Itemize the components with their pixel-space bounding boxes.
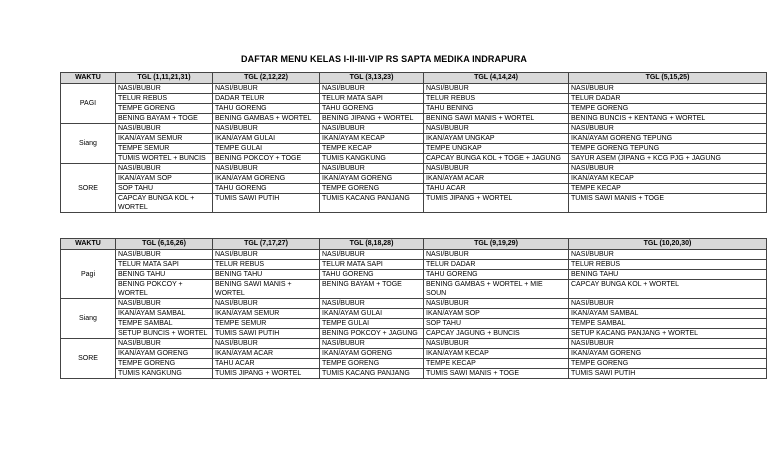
menu-cell: TEMPE GULAI [320,319,424,329]
menu-cell: NASI/BUBUR [116,339,213,349]
menu-cell: NASI/BUBUR [213,164,320,174]
menu-cell: TUMIS SAWI PUTIH [213,329,320,339]
menu-cell: NASI/BUBUR [116,84,213,94]
menu-cell: TELUR MATA SAPI [116,260,213,270]
menu-cell: SOP TAHU [424,319,569,329]
menu-cell: TUMIS SAWI PUTIH [213,194,320,213]
menu-cell: TEMPE GORENG [320,184,424,194]
table-row [61,194,767,213]
menu-cell: IKAN/AYAM GORENG [320,349,424,359]
menu-cell: NASI/BUBUR [569,164,767,174]
menu-cell: TAHU GORENG [213,184,320,194]
menu-cell: IKAN/AYAM KECAP [424,349,569,359]
menu-cell: IKAN/AYAM GULAI [213,134,320,144]
menu-cell: NASI/BUBUR [116,164,213,174]
menu-cell: TEMPE GORENG [320,359,424,369]
menu-cell: CAPCAY JAGUNG + BUNCIS [424,329,569,339]
menu-cell: TUMIS SAWI MANIS + TOGE [569,194,767,213]
menu-cell: TUMIS JIPANG + WORTEL [424,194,569,213]
column-header-date: TGL (1,11,21,31) [116,73,213,84]
table-row [61,329,767,339]
menu-cell: TELUR REBUS [213,260,320,270]
menu-cell: NASI/BUBUR [116,299,213,309]
menu-cell: TELUR REBUS [424,94,569,104]
menu-cell: TELUR DADAR [569,94,767,104]
waktu-cell: Siang [61,124,116,164]
menu-cell: TEMPE SAMBAL [569,319,767,329]
table-row [61,270,767,280]
menu-cell: NASI/BUBUR [569,339,767,349]
table-row [61,250,767,260]
menu-cell: BENING SAWI MANIS + WORTEL [424,114,569,124]
menu-cell: NASI/BUBUR [569,84,767,94]
menu-cell: TEMPE GORENG TEPUNG [569,144,767,154]
menu-cell: NASI/BUBUR [213,250,320,260]
table-row [61,359,767,369]
table-row [61,369,767,379]
menu-cell: TUMIS KANGKUNG [116,369,213,379]
menu-cell: BENING TAHU [116,270,213,280]
menu-cell: NASI/BUBUR [569,250,767,260]
menu-cell: IKAN/AYAM SEMUR [116,134,213,144]
menu-cell: TAHU GORENG [424,270,569,280]
table-row [61,114,767,124]
menu-cell: TEMPE SEMUR [213,319,320,329]
page-title: DAFTAR MENU KELAS I-II-III-VIP RS SAPTA MEDIKA INDRAPURA [241,54,527,64]
menu-cell: IKAN/AYAM SOP [116,174,213,184]
menu-cell: TEMPE KECAP [320,144,424,154]
waktu-cell: Pagi [61,250,116,299]
menu-cell: IKAN/AYAM GORENG [569,349,767,359]
menu-cell: TAHU GORENG [320,104,424,114]
menu-cell: IKAN/AYAM UNGKAP [424,134,569,144]
menu-cell: NASI/BUBUR [320,164,424,174]
menu-cell: IKAN/AYAM ACAR [424,174,569,184]
column-header-date: TGL (5,15,25) [569,73,767,84]
menu-cell: IKAN/AYAM SEMUR [213,309,320,319]
column-header-waktu: WAKTU [61,239,116,250]
header-row [61,239,767,250]
menu-cell: TEMPE KECAP [424,359,569,369]
column-header-date: TGL (4,14,24) [424,73,569,84]
menu-cell: NASI/BUBUR [213,124,320,134]
menu-table-1 [60,72,767,213]
menu-cell: SETUP KACANG PANJANG + WORTEL [569,329,767,339]
menu-cell: TEMPE UNGKAP [424,144,569,154]
menu-cell: TEMPE GORENG [116,359,213,369]
menu-cell: TUMIS JIPANG + WORTEL [213,369,320,379]
menu-cell: BENING JIPANG + WORTEL [320,114,424,124]
table-row [61,319,767,329]
menu-cell: TUMIS KACANG PANJANG [320,369,424,379]
menu-cell: NASI/BUBUR [424,124,569,134]
menu-cell: TUMIS SAWI MANIS + TOGE [424,369,569,379]
menu-cell: TEMPE GORENG [569,359,767,369]
menu-cell: TAHU ACAR [424,184,569,194]
menu-cell: NASI/BUBUR [320,299,424,309]
table-row [61,299,767,309]
menu-cell: TELUR REBUS [569,260,767,270]
menu-cell: IKAN/AYAM ACAR [213,349,320,359]
menu-cell: TELUR MATA SAPI [320,94,424,104]
table-row [61,134,767,144]
menu-cell: IKAN/AYAM KECAP [569,174,767,184]
menu-cell: NASI/BUBUR [424,250,569,260]
menu-cell: NASI/BUBUR [213,84,320,94]
menu-cell: TEMPE SAMBAL [116,319,213,329]
menu-cell: SAYUR ASEM (JIPANG + KCG PJG + JAGUNG [569,154,767,164]
column-header-date: TGL (7,17,27) [213,239,320,250]
table-row [61,164,767,174]
menu-cell: TELUR MATA SAPI [320,260,424,270]
table-row [61,339,767,349]
menu-table-2 [60,238,767,379]
menu-cell: TAHU GORENG [213,104,320,114]
table-row [61,184,767,194]
menu-cell: BENING BAYAM + TOGE [116,114,213,124]
menu-cell: NASI/BUBUR [320,124,424,134]
menu-cell: IKAN/AYAM GORENG [116,349,213,359]
menu-cell: TUMIS WORTEL + BUNCIS [116,154,213,164]
table-row [61,280,767,299]
menu-cell: DADAR TELUR [213,94,320,104]
menu-cell: BENING GAMBAS + WORTEL + MIE SOUN [424,280,569,299]
menu-cell: SOP TAHU [116,184,213,194]
menu-cell: IKAN/AYAM KECAP [320,134,424,144]
table-row [61,174,767,184]
table-row [61,94,767,104]
menu-cell: TEMPE SEMUR [116,144,213,154]
menu-cell: NASI/BUBUR [569,299,767,309]
table-row [61,144,767,154]
menu-cell: NASI/BUBUR [320,250,424,260]
table-row [61,309,767,319]
menu-cell: IKAN/AYAM GULAI [320,309,424,319]
menu-cell: TAHU BENING [424,104,569,114]
menu-cell: NASI/BUBUR [116,124,213,134]
menu-cell: BENING BAYAM + TOGE [320,280,424,299]
menu-cell: IKAN/AYAM SAMBAL [116,309,213,319]
menu-cell: NASI/BUBUR [116,250,213,260]
menu-cell: TEMPE GORENG [116,104,213,114]
menu-cell: NASI/BUBUR [320,84,424,94]
waktu-cell: SORE [61,164,116,213]
menu-cell: BENING POKCOY + JAGUNG [320,329,424,339]
menu-cell: NASI/BUBUR [213,299,320,309]
table-row [61,124,767,134]
menu-cell: NASI/BUBUR [213,339,320,349]
column-header-date: TGL (3,13,23) [320,73,424,84]
table-row [61,104,767,114]
menu-cell: BENING GAMBAS + WORTEL [213,114,320,124]
table-row [61,84,767,94]
menu-cell: BENING TAHU [213,270,320,280]
column-header-date: TGL (10,20,30) [569,239,767,250]
menu-cell: NASI/BUBUR [424,164,569,174]
table-row [61,260,767,270]
menu-cell: IKAN/AYAM GORENG [213,174,320,184]
menu-cell: IKAN/AYAM SOP [424,309,569,319]
menu-cell: TUMIS KANGKUNG [320,154,424,164]
menu-cell: TAHU GORENG [320,270,424,280]
menu-cell: IKAN/AYAM GORENG TEPUNG [569,134,767,144]
menu-cell: TUMIS KACANG PANJANG [320,194,424,213]
menu-cell: TELUR REBUS [116,94,213,104]
menu-cell: TAHU ACAR [213,359,320,369]
menu-cell: NASI/BUBUR [320,339,424,349]
menu-cell: TUMIS SAWI PUTIH [569,369,767,379]
menu-cell: BENING POKCOY + TOGE [213,154,320,164]
menu-cell: CAPCAY BUNGA KOL + WORTEL [569,280,767,299]
menu-cell: NASI/BUBUR [424,299,569,309]
menu-cell: TELUR DADAR [424,260,569,270]
menu-cell: TEMPE KECAP [569,184,767,194]
menu-cell: NASI/BUBUR [424,339,569,349]
column-header-date: TGL (9,19,29) [424,239,569,250]
menu-cell: BENING TAHU [569,270,767,280]
menu-cell: NASI/BUBUR [424,84,569,94]
table-row [61,349,767,359]
menu-cell: CAPCAY BUNGA KOL + WORTEL [116,194,213,213]
column-header-date: TGL (2,12,22) [213,73,320,84]
menu-cell: BENING SAWI MANIS + WORTEL [213,280,320,299]
waktu-cell: PAGI [61,84,116,124]
menu-cell: IKAN/AYAM SAMBAL [569,309,767,319]
menu-cell: CAPCAY BUNGA KOL + TOGE + JAGUNG [424,154,569,164]
table-row [61,154,767,164]
menu-cell: TEMPE GORENG [569,104,767,114]
column-header-date: TGL (6,16,26) [116,239,213,250]
menu-cell: BENING POKCOY + WORTEL [116,280,213,299]
menu-cell: NASI/BUBUR [569,124,767,134]
column-header-waktu: WAKTU [61,73,116,84]
menu-cell: IKAN/AYAM GORENG [320,174,424,184]
menu-cell: TEMPE GULAI [213,144,320,154]
menu-cell: BENING BUNCIS + KENTANG + WORTEL [569,114,767,124]
header-row [61,73,767,84]
waktu-cell: Siang [61,299,116,339]
column-header-date: TGL (8,18,28) [320,239,424,250]
waktu-cell: SORE [61,339,116,379]
menu-cell: SETUP BUNCIS + WORTEL [116,329,213,339]
